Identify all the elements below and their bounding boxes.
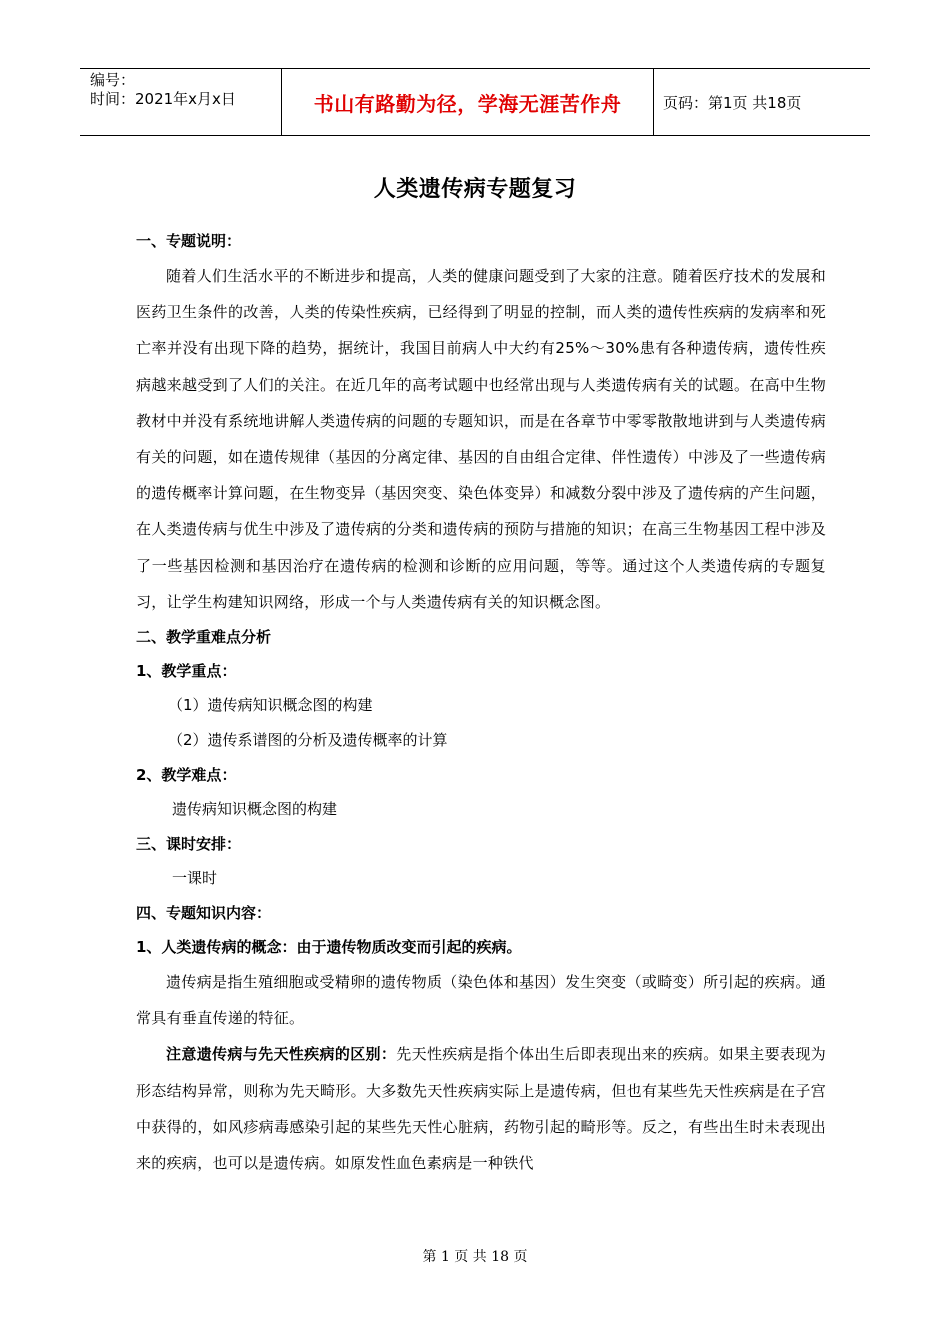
section-2-heading: 二、教学重难点分析 — [136, 628, 272, 647]
key-points-heading: 1、教学重点： — [136, 662, 237, 681]
page-footer: 第 1 页 共 18 页 — [422, 1249, 528, 1265]
concept-heading: 1、人类遗传病的概念：由于遗传物质改变而引起的疾病。 — [136, 938, 522, 957]
section-1-heading: 一、专题说明： — [136, 232, 242, 250]
motto: 书山有路勤为径，学海无涯苦作舟 — [281, 69, 654, 135]
difficult-points-heading: 2、教学难点： — [136, 766, 237, 785]
difficult-point-1: 遗传病知识概念图的构建 — [172, 800, 338, 819]
header-meta — [80, 69, 281, 135]
section-3-heading: 三、课时安排： — [136, 835, 242, 854]
page-code: 页码：第1页 共18页 — [663, 93, 802, 112]
key-point-1: （1）遗传病知识概念图的构建 — [168, 696, 373, 715]
page-header — [80, 68, 870, 136]
number-label: 编号： — [90, 71, 136, 89]
section-1-paragraph: 随着人们生活水平的不断进步和提高，人类的健康问题受到了大家的注意。随着医疗技术的发展和医药卫生条件的改善，人类的传染性疾病，已经得到了明显的控制，而人类的遗传性疾病的发病率和死亡率并没有出现下降的趋势，据统计，我国目前病人中大约有25%～30%患有各种遗传病，遗传性疾病越来越受到了人们的关注。在近几年的高考试题中也经常出现与人类遗传病有关的试题。在高中生物教材中并没有系统地讲解人类遗传病的问题的专题知识，而是在各章节中零零散散地讲到与人类遗传病有关的问题，如在遗传规律（基因的分离定律、基因的自由组合定律、伴性遗传）中涉及了一些遗传病的遗传概率计算问题，在生物变异（基因突变、染色体变异）和减数分裂中涉及了遗传病的产生问题，在人类遗传病与优生中涉及了遗传病的分类和遗传病的预防与措施的知识；在高三生物基因工程中涉及了一些基因检测和基因治疗在遗传病的检测和诊断的应用问题，等等。通过这个人类遗传病的专题复习，让学生构建知识网络，形成一个与人类遗传病有关的知识概念图。 — [136, 267, 826, 611]
section-4-heading: 四、专题知识内容： — [136, 904, 272, 923]
section-3-text: 一课时 — [172, 869, 218, 888]
concept-paragraph: 遗传病是指生殖细胞或受精卵的遗传物质（染色体和基因）发生突变（或畸变）所引起的疾病。通常具有垂直传递的特征。 — [136, 973, 826, 1028]
note-text: 先天性疾病是指个体出生后即表现出来的疾病。如果主要表现为形态结构异常，则称为先天畸形。大多数先天性疾病实际上是遗传病，但也有某些先天性疾病是在子宫中获得的，如风疹病毒感染引起的某些先天性心脏病，药物引起的畸形等。反之，有些出生时未表现出来的疾病，也可以是遗传病。如原发性血色素病是一种铁代 — [136, 1045, 826, 1173]
key-point-2: （2）遗传系谱图的分析及遗传概率的计算 — [168, 731, 448, 750]
time-label: 时间：2021年x月x日 — [90, 90, 236, 108]
document-body — [136, 224, 826, 1181]
document-title: 人类遗传病专题复习 — [373, 177, 577, 202]
note-label: 注意遗传病与先天性疾病的区别： — [166, 1045, 397, 1064]
note-paragraph — [136, 1036, 826, 1181]
